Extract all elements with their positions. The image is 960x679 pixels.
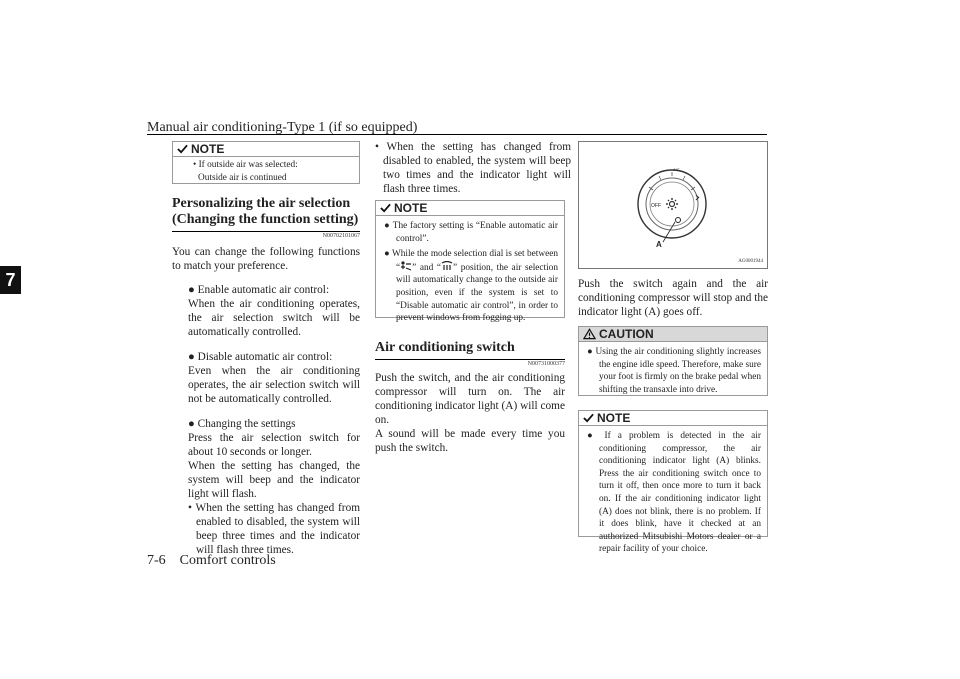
check-icon — [177, 144, 188, 154]
dial-ac-label: A/C — [673, 167, 680, 172]
note-label: NOTE — [191, 142, 225, 156]
warning-triangle-icon — [583, 328, 596, 340]
page-header-title: Manual air conditioning-Type 1 (if so equipped) — [147, 120, 418, 135]
heading-rule — [172, 231, 360, 232]
sub-item-enabled-to-disabled: • When the setting has changed from enabled to disabled, the system will beep three times and the indicator will flash three times. — [188, 502, 360, 556]
note-label: NOTE — [597, 411, 631, 425]
note-box-outside-air — [172, 141, 360, 184]
reference-code: N00731000377 — [527, 361, 565, 367]
caution-label: CAUTION — [599, 327, 654, 341]
chapter-tab: 7 — [0, 266, 21, 294]
note-line: Outside air is continued — [198, 172, 287, 183]
paragraph-push-switch: Push the switch, and the air conditioning compressor will turn on. The air conditioning indicator light (A) will come on. — [375, 372, 565, 426]
list-item-enable: ● Enable automatic air control: When the air conditioning operates, the air selection switch will be automatically controlled. — [188, 284, 360, 338]
note-header — [376, 201, 564, 216]
heading-rule — [375, 359, 565, 360]
column-2-lower — [375, 340, 565, 455]
figure-code: AG0001944 — [738, 259, 763, 264]
note-line: • If outside air was selected: — [193, 160, 298, 170]
check-icon — [380, 203, 391, 213]
intro-paragraph: You can change the following functions to match your preference. — [172, 246, 360, 272]
note-bullet: ● The factory setting is “Enable automatic air control”. — [384, 221, 558, 244]
list-item-disable: ● Disable automatic air control: Even when the air conditioning operates, the air selection switch will not be automatically controlled. — [188, 351, 360, 405]
caution-header — [579, 327, 767, 342]
mode-face-feet-icon — [400, 261, 412, 271]
note-label: NOTE — [394, 201, 428, 215]
section-heading-personalizing: Personalizing the air selection (Changing the function setting) — [172, 196, 359, 227]
note-header — [173, 142, 359, 157]
callout-a-label: A — [656, 240, 662, 249]
caution-bullet: ● Using the air conditioning slightly increases the engine idle speed. Therefore, make sure your foot is firmly on the brake pedal when shifting the transaxle into drive. — [587, 347, 761, 395]
page-number: 7-6 — [147, 553, 166, 568]
paragraph-sound: A sound will be made every time you push the switch. — [375, 428, 565, 454]
ac-switch-figure — [578, 141, 768, 269]
mode-defrost-feet-icon — [441, 261, 453, 271]
sub-item-disabled-to-enabled: • When the setting has changed from disabled to enabled, the system will beep two times and the indicator light will flash three times. — [375, 141, 571, 195]
paragraph-push-again: Push the switch again and the air conditioning compressor will stop and the indicator light (A) goes off. — [578, 278, 768, 318]
note-bullet: ● If a problem is detected in the air conditioning compressor, the air conditioning indicator light (A) blinks. Press the air conditioning switch once to turn it off, then once more to turn it back on. If the air conditioning indicator light (A) does not blink, there is no problem. If it does blink, have it checked at an authorized Mitsubishi Motors dealer or a repair facility of your choice. — [587, 431, 761, 555]
header-rule — [147, 134, 767, 135]
note-header — [579, 411, 767, 426]
note-box-factory-setting — [375, 200, 565, 324]
footer-section: Comfort controls — [179, 553, 276, 568]
note-box-problem-detected — [578, 410, 768, 555]
check-icon — [583, 413, 594, 423]
ac-dial-illustration — [579, 142, 767, 268]
list-item-changing: ● Changing the settings Press the air selection switch for about 10 seconds or longer. When the setting has changed, the system will beep and the indicator light will flash. • When the setting has changed from enabled to disabled, the system will beep three times and the indicator will flash three times. — [188, 418, 360, 556]
reference-code: N00702101067 — [322, 233, 360, 239]
section-heading-ac-switch: Air conditioning switch — [375, 340, 515, 355]
caution-box — [578, 326, 768, 396]
dial-off-label: OFF — [651, 203, 661, 209]
column-1 — [172, 196, 360, 557]
note-bullet: ● While the mode selection dial is set between “ ” and “ ” position, the air selection will automatically change to the outside air position, even if the system is set to “Disable automatic air control”, in order to prevent windows from fogging up. — [384, 249, 559, 324]
page-footer — [147, 553, 276, 569]
